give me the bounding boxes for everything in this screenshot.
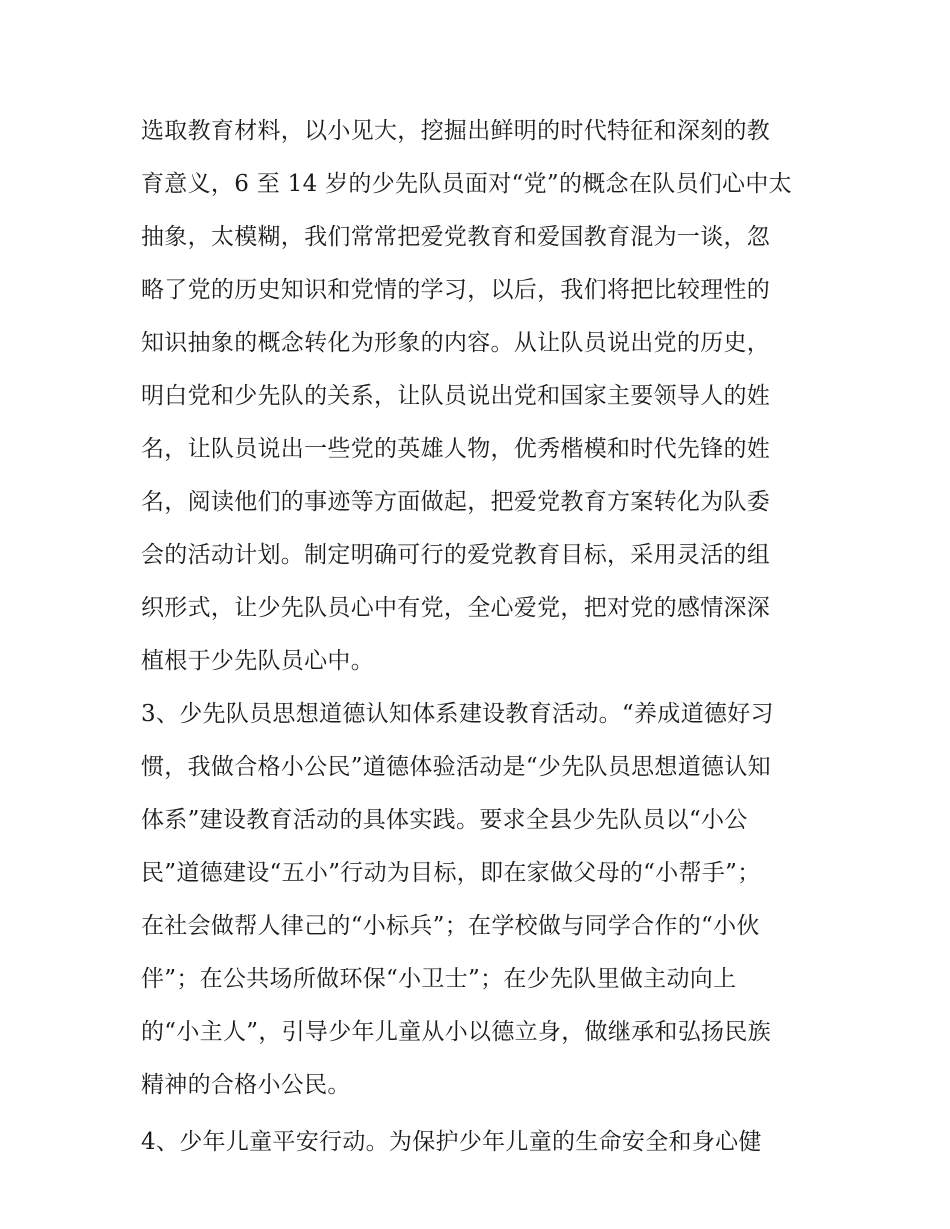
text-line: 知识抽象的概念转化为形象的内容。从让队员说出党的历史，: [141, 330, 771, 356]
text-line: 抽象，太模糊，我们常常把爱党教育和爱国教育混为一谈，忽: [141, 224, 771, 250]
text-line: 在社会做帮人律己的“小标兵”；在学校做与同学合作的“小伙: [141, 913, 760, 939]
text-line: 会的活动计划。制定明确可行的爱党教育目标，采用灵活的组: [141, 542, 771, 568]
text-line: 名，让队员说出一些党的英雄人物，优秀楷模和时代先锋的姓: [141, 436, 771, 462]
text-line: 精神的合格小公民。: [141, 1072, 351, 1098]
text-line: 民”道德建设“五小”行动为目标，即在家做父母的“小帮手”；: [141, 860, 761, 886]
text-line: 名，阅读他们的事迹等方面做起，把爱党教育方案转化为队委: [141, 489, 771, 515]
text-line: 伴”；在公共场所做环保“小卫士”；在少先队里做主动向上: [141, 966, 737, 992]
section-heading-4: 4、少年儿童平安行动。为保护少年儿童的生命安全和身心健: [141, 1129, 762, 1155]
text-line: 选取教育材料，以小见大，挖掘出鲜明的时代特征和深刻的教: [141, 118, 771, 144]
text-line: 体系”建设教育活动的具体实践。要求全县少先队员以“小公: [141, 807, 748, 833]
body-text: [141, 105, 821, 1169]
text-line: 略了党的历史知识和党情的学习，以后，我们将把比较理性的: [141, 277, 771, 303]
text-line: 明白党和少先队的关系，让队员说出党和国家主要领导人的姓: [141, 383, 771, 409]
text-line: 织形式，让少先队员心中有党，全心爱党，把对党的感情深深: [141, 595, 771, 621]
text-line: 植根于少先队员心中。: [141, 648, 374, 674]
text-line: 育意义，6 至 14 岁的少先队员面对“党”的概念在队员们心中太: [141, 171, 792, 197]
text-line: 的“小主人”，引导少年儿童从小以德立身，做继承和弘扬民族: [141, 1019, 771, 1045]
text-line: 惯，我做合格小公民”道德体验活动是“少先队员思想道德认知: [141, 754, 771, 780]
section-heading-3: 3、少先队员思想道德认知体系建设教育活动。“养成道德好习: [141, 701, 774, 727]
